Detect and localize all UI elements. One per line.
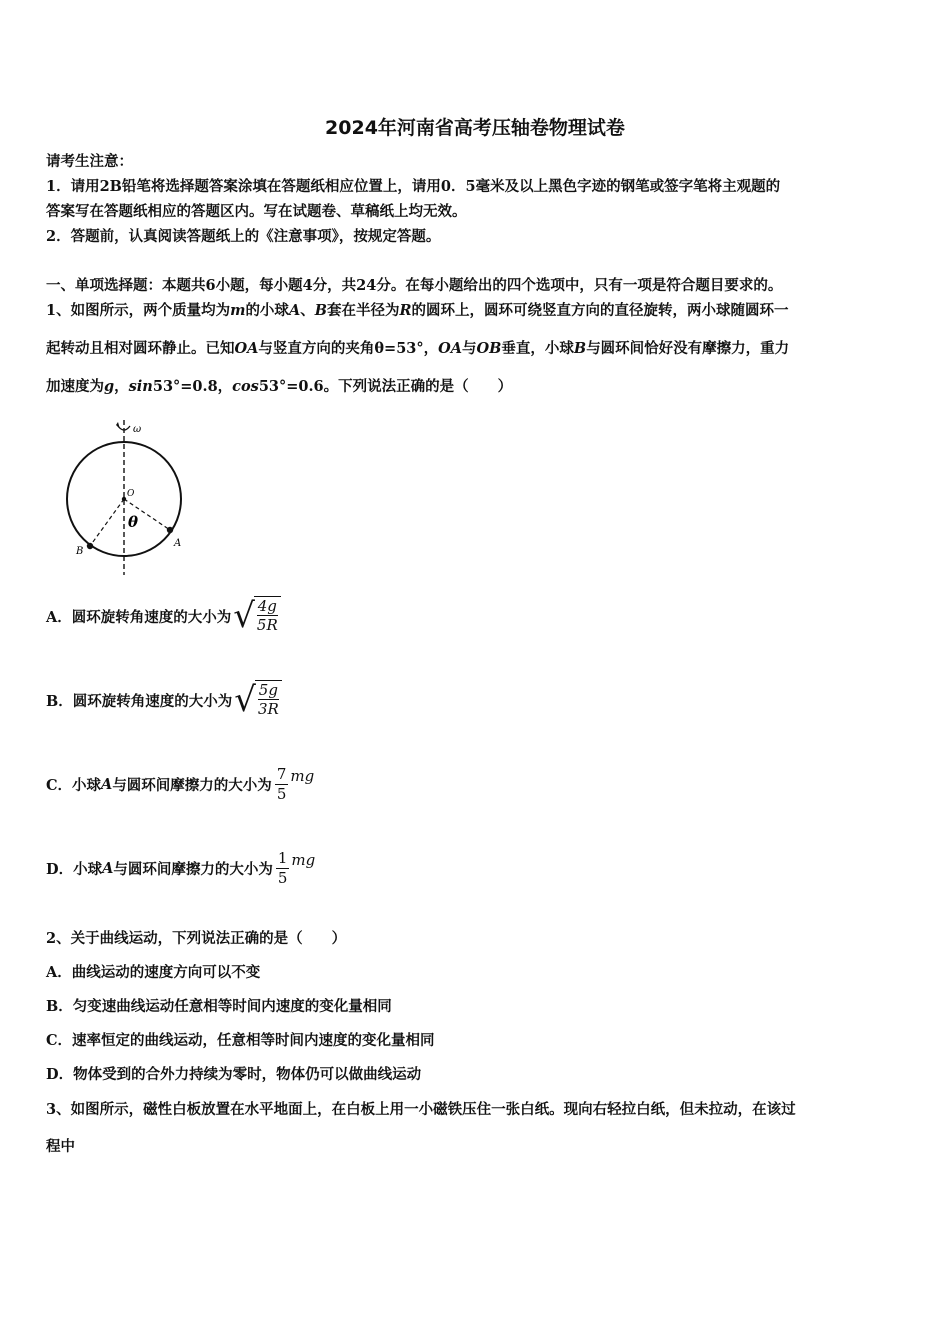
label-a: A [174, 538, 182, 549]
q1-ring-figure [58, 418, 198, 578]
label-b: B [76, 546, 84, 557]
q3-stem-line-1: 3、如图所示，磁性白板放置在水平地面上，在白板上用一小磁铁压住一张白纸。现向右轻拉白纸，但未拉动，在该过 [46, 1101, 796, 1118]
q2-option-d: D．物体受到的合外力持续为零时，物体仍可以做曲线运动 [46, 1066, 422, 1083]
notice-item-1b: 答案写在答题纸相应的答题区内。写在试题卷、草稿纸上均无效。 [46, 203, 467, 220]
section-heading: 一、单项选择题：本题共6小题，每小题4分，共24分。在每小题给出的四个选项中，只有一项是符合题目要求的。 [46, 277, 783, 294]
radius-ob [90, 499, 124, 546]
q2-option-a: A．曲线运动的速度方向可以不变 [46, 964, 261, 981]
page-title: 2024年河南省高考压轴卷物理试卷 [325, 117, 625, 139]
omega-label: ω [133, 424, 142, 435]
rotation-arrowhead-icon [116, 422, 120, 429]
q1-stem-line-1: 1、如图所示，两个质量均为m的小球A、B套在半径为R的圆环上，圆环可绕竖直方向的直径旋转，两小球随圆环一 [46, 302, 789, 319]
q1-option-c: C．小球 A 与圆环间摩擦力的大小为 $\frac{7}{5}$ mg [46, 765, 315, 803]
q1-stem-line-3: 加速度为g，sin53°=0.8，cos53°=0.6。下列说法正确的是（ ） [46, 378, 513, 395]
theta-label: θ [128, 513, 139, 531]
notice-item-1a: 1．请用2B铅笔将选择题答案涂填在答题纸相应位置上，请用0．5毫米及以上黑色字迹的钢笔或签字笔将主观题的 [46, 178, 781, 195]
sqrt-expression: √ $\frac{4g}{5R}$ [233, 596, 281, 636]
center-label: O [127, 489, 135, 499]
ball-a [167, 527, 173, 533]
q1-stem-line-2: 起转动且相对圆环静止。已知OA与竖直方向的夹角θ=53°，OA与OB垂直，小球B与圆环间恰好没有摩擦力，重力 [46, 340, 790, 357]
fraction: $\frac{7}{5}$ [276, 765, 287, 803]
sqrt-expression: √ $\frac{5g}{3R}$ [234, 680, 282, 720]
center-point [122, 497, 126, 501]
ball-b [87, 543, 93, 549]
q2-option-b: B．匀变速曲线运动任意相等时间内速度的变化量相同 [46, 998, 392, 1015]
q3-stem-line-2: 程中 [46, 1138, 75, 1155]
q2-stem: 2、关于曲线运动，下列说法正确的是（ ） [46, 930, 347, 947]
notice-heading: 请考生注意： [46, 153, 133, 170]
q1-option-b: B．圆环旋转角速度的大小为 √ $\frac{5g}{3R}$ [46, 680, 282, 720]
notice-item-2: 2．答题前，认真阅读答题纸上的《注意事项》，按规定答题。 [46, 228, 441, 245]
q1-option-a: A．圆环旋转角速度的大小为 √ $\frac{4g}{5R}$ [46, 596, 281, 636]
q2-option-c: C．速率恒定的曲线运动，任意相等时间内速度的变化量相同 [46, 1032, 435, 1049]
q1-option-d: D．小球 A 与圆环间摩擦力的大小为 $\frac{1}{5}$ mg [46, 849, 316, 887]
fraction: $\frac{1}{5}$ [277, 849, 288, 887]
